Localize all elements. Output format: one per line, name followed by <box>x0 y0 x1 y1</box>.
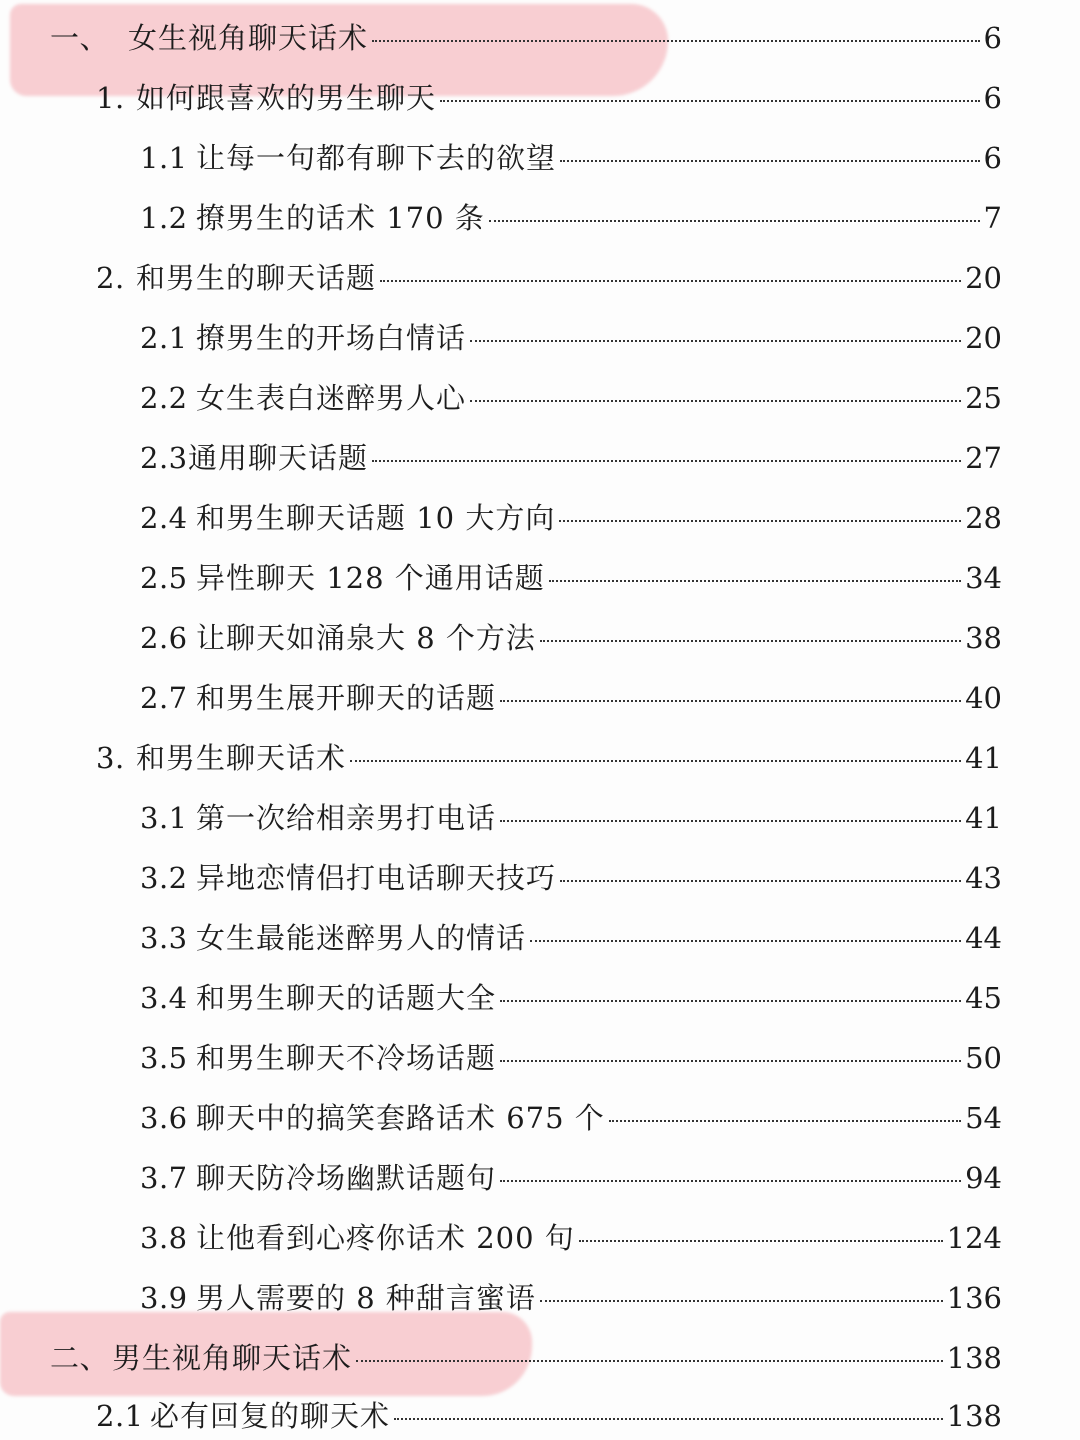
toc-entry[interactable] <box>140 1276 1002 1320</box>
dot-leader <box>372 40 980 42</box>
toc-entry-page: 50 <box>965 1041 1002 1075</box>
toc-entry-page: 38 <box>965 621 1002 655</box>
toc-entry-number: 2.5 <box>140 561 188 595</box>
toc-entry[interactable] <box>96 1394 1002 1438</box>
toc-entry-title: 女生视角聊天话术 <box>128 21 369 55</box>
toc-entry-title: 让他看到心疼你话术 200 句 <box>196 1221 575 1255</box>
toc-entry-number: 2.6 <box>140 621 188 655</box>
dot-leader <box>530 940 961 942</box>
dot-leader <box>356 1360 943 1362</box>
dot-leader <box>609 1120 961 1122</box>
toc-entry[interactable] <box>140 676 1002 720</box>
toc-entry[interactable] <box>140 136 1002 180</box>
toc-entry[interactable] <box>96 256 1002 300</box>
toc-entry-page: 138 <box>946 1341 1002 1375</box>
toc-entry-page: 54 <box>965 1101 1002 1135</box>
toc-entry-page: 124 <box>946 1221 1002 1255</box>
toc-entry-title: 异地恋情侣打电话聊天技巧 <box>196 861 557 895</box>
toc-entry-title: 通用聊天话题 <box>188 441 369 475</box>
toc-entry-number: 3.5 <box>140 1041 188 1075</box>
toc-entry-page: 25 <box>965 381 1002 415</box>
dot-leader <box>540 640 961 642</box>
toc-entry-title: 聊天中的搞笑套路话术 675 个 <box>196 1101 605 1135</box>
dot-leader <box>500 1180 961 1182</box>
toc-entry-title: 第一次给相亲男打电话 <box>196 801 497 835</box>
toc-entry-number: 3.9 <box>140 1281 188 1315</box>
toc-entry-title: 和男生展开聊天的话题 <box>196 681 497 715</box>
toc-entry-number: 3.2 <box>140 861 188 895</box>
toc-entry-number: 2.3 <box>140 441 188 475</box>
dot-leader <box>350 760 961 762</box>
toc-entry-number: 一、 <box>50 21 110 55</box>
toc-entry-page: 43 <box>965 861 1002 895</box>
dot-leader <box>500 1000 961 1002</box>
toc-entry-page: 41 <box>965 801 1002 835</box>
dot-leader <box>549 580 961 582</box>
toc-entry-title: 如何跟喜欢的男生聊天 <box>136 81 437 115</box>
toc-entry-number: 1.1 <box>140 141 188 175</box>
toc-entry-page: 20 <box>965 321 1002 355</box>
toc-entry-title: 撩男生的话术 170 条 <box>196 201 485 235</box>
dot-leader <box>380 280 961 282</box>
toc-entry-title: 让聊天如涌泉大 8 个方法 <box>196 621 536 655</box>
toc-entry-number: 1.2 <box>140 201 188 235</box>
toc-entry-number: 1. <box>96 81 125 115</box>
toc-entry-title: 必有回复的聊天术 <box>150 1399 391 1433</box>
toc-entry[interactable] <box>140 316 1002 360</box>
toc-entry-number: 2.4 <box>140 501 188 535</box>
dot-leader <box>559 520 961 522</box>
toc-entry[interactable] <box>96 736 1002 780</box>
toc-entry[interactable] <box>140 976 1002 1020</box>
dot-leader <box>500 820 961 822</box>
toc-entry[interactable] <box>140 1156 1002 1200</box>
toc-entry-number: 3.7 <box>140 1161 188 1195</box>
toc-entry-number: 2.2 <box>140 381 188 415</box>
toc-entry[interactable] <box>140 496 1002 540</box>
toc-entry[interactable] <box>140 616 1002 660</box>
toc-entry[interactable] <box>140 1036 1002 1080</box>
dot-leader <box>540 1300 943 1302</box>
toc-entry[interactable] <box>140 1096 1002 1140</box>
toc-entry-title: 和男生聊天不冷场话题 <box>196 1041 497 1075</box>
toc-entry-title: 女生最能迷醉男人的情话 <box>196 921 527 955</box>
toc-entry-number: 2.1 <box>140 321 188 355</box>
toc-entry[interactable] <box>140 1216 1002 1260</box>
toc-entry-page: 20 <box>965 261 1002 295</box>
dot-leader <box>500 700 961 702</box>
toc-entry-number: 3.6 <box>140 1101 188 1135</box>
dot-leader <box>470 340 961 342</box>
toc-entry-number: 2. <box>96 261 125 295</box>
toc-entry-page: 41 <box>965 741 1002 775</box>
dot-leader <box>489 220 980 222</box>
toc-entry-page: 44 <box>965 921 1002 955</box>
toc-entry-number: 3.4 <box>140 981 188 1015</box>
toc-entry-section-2[interactable] <box>50 1336 1002 1380</box>
toc-entry[interactable] <box>140 196 1002 240</box>
toc-entry[interactable] <box>140 916 1002 960</box>
dot-leader <box>440 100 980 102</box>
toc-entry-number: 3.8 <box>140 1221 188 1255</box>
dot-leader <box>560 880 961 882</box>
toc-entry-page: 6 <box>983 21 1002 55</box>
toc-entry-page: 7 <box>983 201 1002 235</box>
toc-entry-page: 136 <box>946 1281 1002 1315</box>
toc-entry-page: 40 <box>965 681 1002 715</box>
dot-leader <box>470 400 961 402</box>
toc-entry-title: 异性聊天 128 个通用话题 <box>196 561 545 595</box>
toc-entry-page: 45 <box>965 981 1002 1015</box>
toc-entry-page: 27 <box>965 441 1002 475</box>
toc-entry[interactable] <box>96 76 1002 120</box>
toc-entry-number: 二、 <box>50 1341 110 1375</box>
toc-entry-page: 6 <box>983 141 1002 175</box>
dot-leader <box>560 160 980 162</box>
toc-entry-page: 138 <box>946 1399 1002 1433</box>
toc-entry-title: 让每一句都有聊下去的欲望 <box>196 141 557 175</box>
toc-entry-page: 34 <box>965 561 1002 595</box>
dot-leader <box>394 1418 943 1420</box>
dot-leader <box>579 1240 943 1242</box>
toc-entry-title: 撩男生的开场白情话 <box>196 321 467 355</box>
toc-entry-title: 和男生聊天话题 10 大方向 <box>196 501 556 535</box>
toc-entry-title: 男人需要的 8 种甜言蜜语 <box>196 1281 536 1315</box>
toc-entry-section-1[interactable] <box>50 16 1002 60</box>
toc-entry-title: 和男生聊天的话题大全 <box>196 981 497 1015</box>
toc-entry-page: 6 <box>983 81 1002 115</box>
toc-entry-title: 男生视角聊天话术 <box>112 1341 353 1375</box>
toc-entry-page: 94 <box>965 1161 1002 1195</box>
toc-entry-number: 2.7 <box>140 681 188 715</box>
toc-entry-page: 28 <box>965 501 1002 535</box>
toc-entry[interactable] <box>140 556 1002 600</box>
toc-entry-number: 3.3 <box>140 921 188 955</box>
toc-entry-number: 3. <box>96 741 125 775</box>
dot-leader <box>500 1060 961 1062</box>
toc-entry-title: 和男生聊天话术 <box>136 741 347 775</box>
toc-entry-title: 女生表白迷醉男人心 <box>196 381 467 415</box>
toc-entry[interactable] <box>140 856 1002 900</box>
toc-entry[interactable] <box>140 796 1002 840</box>
toc-entry-number: 3.1 <box>140 801 188 835</box>
toc-entry-title: 和男生的聊天话题 <box>136 261 377 295</box>
toc-entry-title: 聊天防冷场幽默话题句 <box>196 1161 497 1195</box>
toc-entry-number: 2.1 <box>96 1399 144 1433</box>
dot-leader <box>372 460 961 462</box>
toc-entry[interactable] <box>140 376 1002 420</box>
toc-entry[interactable] <box>140 436 1002 480</box>
